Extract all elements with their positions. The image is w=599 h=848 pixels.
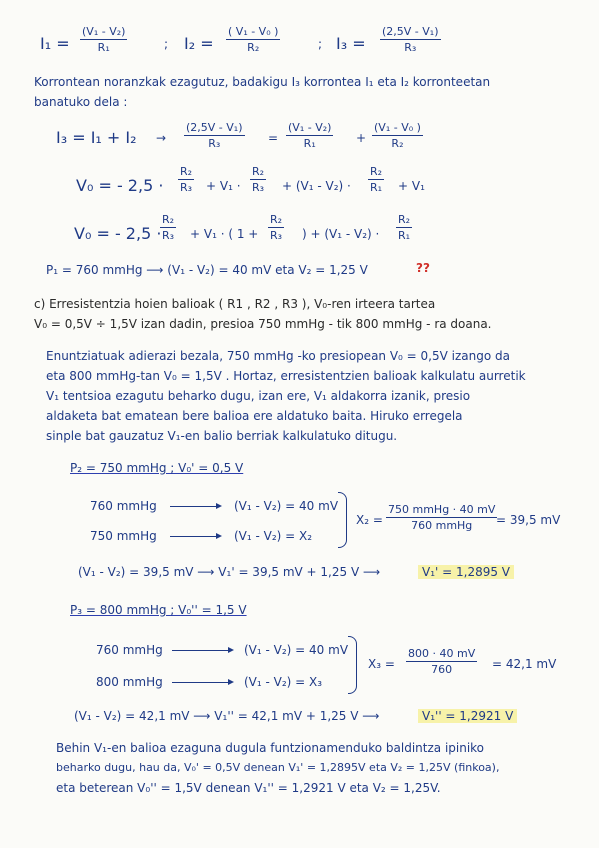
p3-row2-left: 800 mmHg [96,675,163,689]
p3-row2-right: (V₁ - V₂) = X₃ [244,675,323,689]
vo1-fraction-1: R₂ R₃ [180,165,193,194]
p3-x-fraction: 800 · 40 mV 760 [408,647,476,676]
sum-lhs: I₃ = I₁ + I₂ [56,128,137,147]
vo2-fraction-1: R₂ R₃ [162,213,175,242]
p2-result-left: (V₁ - V₂) = 39,5 mV ⟶ V₁' = 39,5 mV + 1,25 V ⟶ [78,565,381,579]
sum-fraction-3: (V₁ - V₀ ) R₂ [374,121,421,150]
vo2-fraction-3: R₂ R₁ [398,213,411,242]
section-c-line-2: V₀ = 0,5V ÷ 1,5V izan dadin, presioa 750 mmHg - tik 800 mmHg - ra doana. [34,317,492,331]
vo1-tail: + V₁ [398,179,425,193]
sum-eq: = [268,131,279,145]
p3-row2-arrow [172,682,232,683]
vo2-mid-1: + V₁ · ( 1 + [190,227,259,241]
p3-result-highlight: V₁'' = 1,2921 V [418,709,517,723]
closing-line-2: beharko dugu, hau da, V₀' = 0,5V denean V₁' = 1,2895V eta V₂ = 1,25V (finkoa), [56,761,500,774]
i2-fraction: ( V₁ - V₀ ) R₂ [228,25,279,54]
sum-arrow: → [156,131,167,145]
vo2-lhs: V₀ = - 2,5 · [74,224,162,243]
p1-line: P₁ = 760 mmHg ⟶ (V₁ - V₂) = 40 mV eta V₂ = 1,25 V [46,263,368,277]
i3-lhs: I₃ = [336,34,366,53]
p3-result-left: (V₁ - V₂) = 42,1 mV ⟶ V₁'' = 42,1 mV + 1,25 V ⟶ [74,709,380,723]
p2-row1-arrow [170,506,220,507]
p3-row1-right: (V₁ - V₂) = 40 mV [244,643,349,657]
p3-brace [348,636,357,694]
p2-row1-right: (V₁ - V₂) = 40 mV [234,499,339,513]
i2-lhs: I₂ = [184,34,214,53]
paragraph-line-3: V₁ tentsioa ezagutu beharko dugu, izan ere, V₁ aldakorra izanik, presio [46,389,471,403]
vo1-lhs: V₀ = - 2,5 · [76,176,164,195]
vo1-mid-1: + V₁ · [206,179,241,193]
p2-x-fraction: 750 mmHg · 40 mV 760 mmHg [388,503,496,532]
i1-lhs: I₁ = [40,34,70,53]
question-marks: ?? [416,261,430,275]
p3-header: P₃ = 800 mmHg ; V₀'' = 1,5 V [70,603,247,617]
sep-2: ; [318,37,323,51]
i1-fraction: (V₁ - V₂) R₁ [82,25,126,54]
vo2-fraction-2: R₂ R₃ [270,213,283,242]
paragraph-line-1: Enuntziatuak adierazi bezala, 750 mmHg -ko presiopean V₀ = 0,5V izango da [46,349,510,363]
p2-x-lhs: X₂ = [356,513,383,527]
paragraph-line-5: sinple bat gauzatuz V₁-en balio berriak kalkulatuko ditugu. [46,429,398,443]
vo1-fraction-3: R₂ R₁ [370,165,383,194]
p2-row1-left: 760 mmHg [90,499,157,513]
p2-row2-arrow [170,536,220,537]
i3-fraction: (2,5V - V₁) R₃ [382,25,439,54]
sum-plus: + [356,131,367,145]
intro-line-2: banatuko dela : [34,95,128,109]
p3-x-lhs: X₃ = [368,657,395,671]
closing-line-3: eta beterean V₀'' = 1,5V denean V₁'' = 1,2921 V eta V₂ = 1,25V. [56,781,441,795]
vo1-fraction-2: R₂ R₃ [252,165,265,194]
section-c-line-1: c) Erresistentzia hoien balioak ( R1 , R2 , R3 ), V₀-ren irteera tartea [34,297,436,311]
paragraph-line-4: aldaketa bat ematean bere balioa ere aldatuko baita. Hiruko erregela [46,409,463,423]
p2-row2-right: (V₁ - V₂) = X₂ [234,529,313,543]
p3-x-result: = 42,1 mV [492,657,557,671]
sum-fraction-2: (V₁ - V₂) R₁ [288,121,332,150]
p3-row1-left: 760 mmHg [96,643,163,657]
paragraph-line-2: eta 800 mmHg-tan V₀ = 1,5V . Hortaz, erresistentzien balioak kalkulatu aurretik [46,369,526,383]
p2-header: P₂ = 750 mmHg ; V₀' = 0,5 V [70,461,244,475]
sep-1: ; [164,37,169,51]
p3-row1-arrow [172,650,232,651]
p2-x-result: = 39,5 mV [496,513,561,527]
vo1-mid-2: + (V₁ - V₂) · [282,179,351,193]
vo2-mid-2: ) + (V₁ - V₂) · [302,227,380,241]
intro-line-1: Korrontean noranzkak ezagutuz, badakigu I₃ korrontea I₁ eta I₂ korronteetan [34,75,491,89]
p2-brace [338,492,347,548]
p2-row2-left: 750 mmHg [90,529,157,543]
closing-line-1: Behin V₁-en balioa ezaguna dugula funtzionamenduko baldintza ipiniko [56,741,485,755]
sum-fraction-1: (2,5V - V₁) R₃ [186,121,243,150]
p2-result-highlight: V₁' = 1,2895 V [418,565,514,579]
